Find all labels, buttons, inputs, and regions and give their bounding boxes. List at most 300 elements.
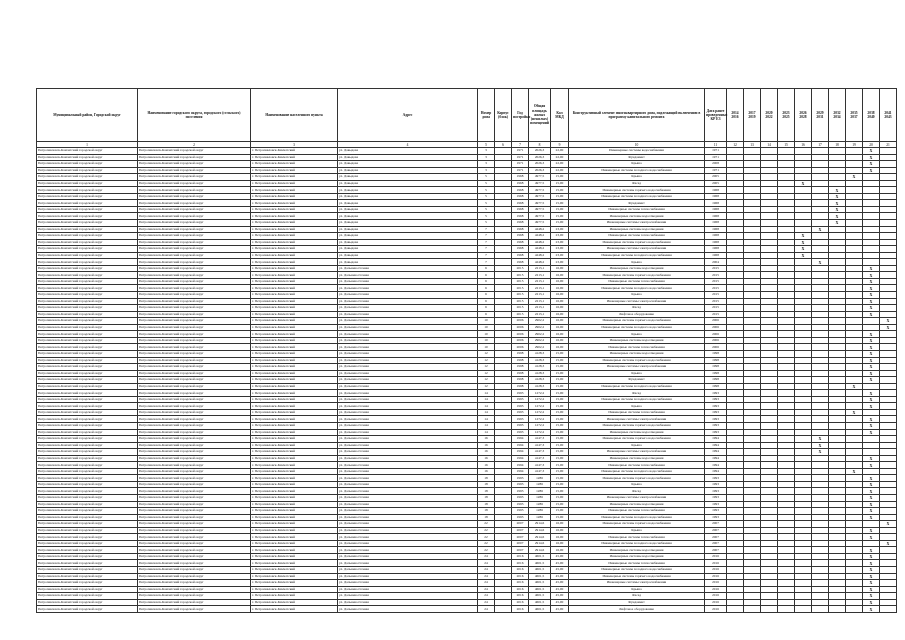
area-cell: 4128,3: [529, 383, 551, 390]
prior-repair-date-cell: 1968: [705, 226, 727, 233]
column-number: 3: [251, 142, 338, 148]
address-cell: ул. Дальневосточная: [338, 337, 478, 344]
build-year-cell: 2006: [512, 318, 529, 325]
count-cell: 16,00: [551, 331, 569, 338]
build-year-cell: 1993: [512, 429, 529, 436]
period-mark-cell: [744, 606, 761, 613]
period-mark-cell: [795, 606, 812, 613]
house-number-cell: 14: [478, 416, 495, 423]
area-cell: 4128,3: [529, 370, 551, 377]
district-cell: Петропавловск-Камчатский городской округ: [37, 606, 138, 613]
count-cell: 15,00: [551, 357, 569, 364]
locality-cell: г. Петропавловск-Камчатский: [251, 246, 338, 253]
period-mark-cell: X: [863, 298, 880, 305]
area-cell: 2213,1: [529, 278, 551, 285]
locality-cell: г. Петропавловск-Камчатский: [251, 468, 338, 475]
column-number: 10: [569, 142, 705, 148]
house-number-cell: 10: [478, 331, 495, 338]
build-year-cell: 2007: [512, 527, 529, 534]
municipality-cell: Петропавловск-Камчатский городской округ: [138, 180, 251, 187]
column-number: 9: [551, 142, 569, 148]
district-cell: Петропавловск-Камчатский городской округ: [37, 468, 138, 475]
prior-repair-date-cell: 1994: [705, 436, 727, 443]
prior-repair-date-cell: 1968: [705, 200, 727, 207]
count-cell: 15,00: [551, 396, 569, 403]
table-body: [37, 148, 897, 613]
build-year-cell: 1994: [512, 468, 529, 475]
address-cell: ул. Давыдова: [338, 246, 478, 253]
count-cell: 45,00: [551, 567, 569, 574]
house-number-cell: 22: [478, 534, 495, 541]
structural-element-cell: Инженерные системы холодного водоснабжения: [569, 324, 705, 331]
prior-repair-date-cell: 1968: [705, 252, 727, 259]
period-mark-cell: X: [863, 272, 880, 279]
period-mark-cell: X: [863, 514, 880, 521]
period-mark-cell: X: [863, 599, 880, 606]
period-mark-cell: X: [863, 285, 880, 292]
address-cell: ул. Дальневосточная: [338, 383, 478, 390]
locality-cell: г. Петропавловск-Камчатский: [251, 318, 338, 325]
locality-cell: г. Петропавловск-Камчатский: [251, 331, 338, 338]
column-header: 2038 2040: [863, 89, 880, 142]
structural-element-cell: Инженерные системы водоотведения: [569, 553, 705, 560]
area-cell: 2026,3: [529, 167, 551, 174]
count-cell: 15,00: [551, 416, 569, 423]
period-mark-cell: X: [863, 311, 880, 318]
address-cell: ул. Дальневосточная: [338, 396, 478, 403]
build-year-cell: 1998: [512, 364, 529, 371]
count-cell: 15,00: [551, 370, 569, 377]
municipality-cell: Петропавловск-Камчатский городской округ: [138, 285, 251, 292]
period-mark-cell: X: [863, 508, 880, 515]
build-year-cell: 1968: [512, 206, 529, 213]
period-mark-cell: X: [863, 547, 880, 554]
count-cell: 15,00: [551, 422, 569, 429]
address-cell: ул. Дальневосточная: [338, 311, 478, 318]
district-cell: Петропавловск-Камчатский городской округ: [37, 298, 138, 305]
count-cell: 15,00: [551, 462, 569, 469]
area-cell: 2026,3: [529, 148, 551, 155]
house-number-cell: 12: [478, 383, 495, 390]
municipality-cell: Петропавловск-Камчатский городской округ: [138, 449, 251, 456]
period-mark-cell: X: [863, 337, 880, 344]
district-cell: Петропавловск-Камчатский городской округ: [37, 154, 138, 161]
house-number-cell: 10: [478, 318, 495, 325]
structural-element-cell: Инженерные системы холодного водоснабжения: [569, 193, 705, 200]
structural-element-cell: Инженерные системы холодного водоснабжения: [569, 567, 705, 574]
build-year-cell: 1993: [512, 403, 529, 410]
structural-element-cell: Инженерные системы электроснабжения: [569, 220, 705, 227]
period-mark-cell: X: [863, 331, 880, 338]
locality-cell: г. Петропавловск-Камчатский: [251, 213, 338, 220]
period-mark-cell: X: [863, 154, 880, 161]
structural-element-cell: Крыша: [569, 442, 705, 449]
column-header: 2014 2016: [727, 89, 744, 142]
locality-cell: г. Петропавловск-Камчатский: [251, 481, 338, 488]
area-cell: 1286: [529, 481, 551, 488]
column-number: 8: [529, 142, 551, 148]
address-cell: ул. Дальневосточная: [338, 599, 478, 606]
prior-repair-date-cell: 1993: [705, 396, 727, 403]
period-mark-cell: X: [795, 252, 812, 259]
address-cell: ул. Дальневосточная: [338, 357, 478, 364]
build-year-cell: 1971: [512, 154, 529, 161]
column-header: Адрес: [338, 89, 478, 142]
build-year-cell: 2006: [512, 337, 529, 344]
municipality-cell: Петропавловск-Камчатский городской округ: [138, 220, 251, 227]
count-cell: 16,00: [551, 337, 569, 344]
municipality-cell: Петропавловск-Камчатский городской округ: [138, 508, 251, 515]
prior-repair-date-cell: 1993: [705, 416, 727, 423]
structural-element-cell: Крыша: [569, 527, 705, 534]
house-number-cell: 14: [478, 390, 495, 397]
address-cell: ул. Дальневосточная: [338, 403, 478, 410]
municipality-cell: Петропавловск-Камчатский городской округ: [138, 488, 251, 495]
period-mark-cell: X: [863, 357, 880, 364]
locality-cell: г. Петропавловск-Камчатский: [251, 278, 338, 285]
address-cell: ул. Дальневосточная: [338, 409, 478, 416]
area-cell: 2902,2: [529, 344, 551, 351]
period-mark-cell: X: [812, 442, 829, 449]
prior-repair-date-cell: 1968: [705, 193, 727, 200]
build-year-cell: 2015: [512, 278, 529, 285]
house-number-cell: 12: [478, 370, 495, 377]
locality-cell: г. Петропавловск-Камчатский: [251, 337, 338, 344]
structural-element-cell: Инженерные системы холодного водоснабжения: [569, 285, 705, 292]
count-cell: 16,00: [551, 265, 569, 272]
period-mark-cell: X: [863, 488, 880, 495]
house-number-cell: 7: [478, 259, 495, 266]
house-number-cell: 14: [478, 409, 495, 416]
column-number: 11: [705, 142, 727, 148]
period-mark-cell: X: [863, 278, 880, 285]
prior-repair-date-cell: 2004: [705, 259, 727, 266]
area-cell: 1272,2: [529, 429, 551, 436]
house-number-cell: 12: [478, 377, 495, 384]
build-year-cell: 2015: [512, 285, 529, 292]
municipality-cell: Петропавловск-Камчатский городской округ: [138, 344, 251, 351]
count-cell: 16,00: [551, 540, 569, 547]
period-mark-cell: X: [880, 318, 897, 325]
count-cell: 15,00: [551, 180, 569, 187]
locality-cell: г. Петропавловск-Камчатский: [251, 547, 338, 554]
municipality-cell: Петропавловск-Камчатский городской округ: [138, 547, 251, 554]
municipality-cell: Петропавловск-Камчатский городской округ: [138, 174, 251, 181]
prior-repair-date-cell: 1993: [705, 475, 727, 482]
district-cell: Петропавловск-Камчатский городской округ: [37, 475, 138, 482]
municipality-cell: Петропавловск-Камчатский городской округ: [138, 357, 251, 364]
structural-element-cell: Фасад: [569, 488, 705, 495]
prior-repair-date-cell: 1993: [705, 488, 727, 495]
column-number: 18: [829, 142, 846, 148]
prior-repair-date-cell: 2006: [705, 324, 727, 331]
house-number-cell: 24: [478, 586, 495, 593]
address-cell: ул. Давыдова: [338, 148, 478, 155]
address-cell: ул. Дальневосточная: [338, 278, 478, 285]
address-cell: ул. Дальневосточная: [338, 272, 478, 279]
address-cell: ул. Дальневосточная: [338, 468, 478, 475]
column-header: Кол МКД: [551, 89, 569, 142]
build-year-cell: 2015: [512, 292, 529, 299]
area-cell: 4128,3: [529, 364, 551, 371]
district-cell: Петропавловск-Камчатский городской округ: [37, 226, 138, 233]
count-cell: 15,00: [551, 429, 569, 436]
address-cell: ул. Дальневосточная: [338, 501, 478, 508]
build-year-cell: 2015: [512, 272, 529, 279]
district-cell: Петропавловск-Камчатский городской округ: [37, 422, 138, 429]
house-number-cell: 6: [478, 278, 495, 285]
area-cell: 2026,3: [529, 154, 551, 161]
count-cell: 16,00: [551, 324, 569, 331]
area-cell: 1272,2: [529, 422, 551, 429]
count-cell: 15,00: [551, 350, 569, 357]
address-cell: ул. Дальневосточная: [338, 318, 478, 325]
district-cell: Петропавловск-Камчатский городской округ: [37, 599, 138, 606]
municipality-cell: Петропавловск-Камчатский городской округ: [138, 462, 251, 469]
build-year-cell: 1968: [512, 174, 529, 181]
municipality-cell: Петропавловск-Камчатский городской округ: [138, 573, 251, 580]
district-cell: Петропавловск-Камчатский городской округ: [37, 580, 138, 587]
district-cell: Петропавловск-Камчатский городской округ: [37, 501, 138, 508]
area-cell: 4977,5: [529, 193, 551, 200]
municipality-cell: Петропавловск-Камчатский городской округ: [138, 586, 251, 593]
build-year-cell: 1994: [512, 442, 529, 449]
area-cell: 4147,3: [529, 436, 551, 443]
district-cell: Петропавловск-Камчатский городской округ: [37, 272, 138, 279]
count-cell: 16,00: [551, 527, 569, 534]
municipality-cell: Петропавловск-Камчатский городской округ: [138, 233, 251, 240]
column-header: 2017 2019: [744, 89, 761, 142]
locality-cell: г. Петропавловск-Камчатский: [251, 567, 338, 574]
structural-element-cell: Инженерные системы горячего водоснабжения: [569, 187, 705, 194]
address-cell: ул. Дальневосточная: [338, 514, 478, 521]
count-cell: 45,00: [551, 606, 569, 613]
locality-cell: г. Петропавловск-Камчатский: [251, 553, 338, 560]
locality-cell: г. Петропавловск-Камчатский: [251, 200, 338, 207]
prior-repair-date-cell: 2007: [705, 534, 727, 541]
locality-cell: г. Петропавловск-Камчатский: [251, 390, 338, 397]
build-year-cell: 1993: [512, 494, 529, 501]
structural-element-cell: Инженерные системы холодного водоснабжения: [569, 514, 705, 521]
column-header: 2029 2031: [812, 89, 829, 142]
area-cell: 1272,2: [529, 390, 551, 397]
period-mark-cell: X: [812, 449, 829, 456]
build-year-cell: 1998: [512, 377, 529, 384]
area-cell: 1272,2: [529, 409, 551, 416]
build-year-cell: 2016: [512, 593, 529, 600]
municipality-cell: Петропавловск-Камчатский городской округ: [138, 416, 251, 423]
build-year-cell: 2016: [512, 580, 529, 587]
structural-element-cell: Крыша: [569, 586, 705, 593]
build-year-cell: 1993: [512, 416, 529, 423]
structural-element-cell: Инженерные системы теплоснабжения: [569, 233, 705, 240]
house-number-cell: 3: [478, 167, 495, 174]
period-mark-cell: X: [863, 527, 880, 534]
house-number-cell: 5: [478, 220, 495, 227]
build-year-cell: 1993: [512, 481, 529, 488]
build-year-cell: 1993: [512, 475, 529, 482]
column-number: 16: [795, 142, 812, 148]
district-cell: Петропавловск-Камчатский городской округ: [37, 383, 138, 390]
house-number-cell: 18: [478, 475, 495, 482]
district-cell: Петропавловск-Камчатский городской округ: [37, 148, 138, 155]
build-year-cell: 1993: [512, 501, 529, 508]
municipality-cell: Петропавловск-Камчатский городской округ: [138, 390, 251, 397]
area-cell: 4128,3: [529, 357, 551, 364]
house-number-cell: 16: [478, 449, 495, 456]
structural-element-cell: Крыша: [569, 174, 705, 181]
period-mark-cell: X: [795, 246, 812, 253]
address-cell: ул. Дальневосточная: [338, 364, 478, 371]
district-cell: Петропавловск-Камчатский городской округ: [37, 364, 138, 371]
address-cell: ул. Дальневосточная: [338, 521, 478, 528]
area-cell: 4977,5: [529, 174, 551, 181]
period-mark-cell: X: [880, 540, 897, 547]
structural-element-cell: Инженерные системы водоотведения: [569, 455, 705, 462]
district-cell: Петропавловск-Камчатский городской округ: [37, 220, 138, 227]
prior-repair-date-cell: 1968: [705, 239, 727, 246]
period-mark-cell: X: [863, 455, 880, 462]
area-cell: 4601,5: [529, 580, 551, 587]
locality-cell: г. Петропавловск-Камчатский: [251, 239, 338, 246]
area-cell: 4248,2: [529, 252, 551, 259]
district-cell: Петропавловск-Камчатский городской округ: [37, 593, 138, 600]
period-mark-cell: X: [846, 174, 863, 181]
area-cell: 1286: [529, 508, 551, 515]
build-year-cell: 2006: [512, 331, 529, 338]
house-number-cell: 16: [478, 468, 495, 475]
address-cell: ул. Дальневосточная: [338, 547, 478, 554]
prior-repair-date-cell: 1968: [705, 246, 727, 253]
district-cell: Петропавловск-Камчатский городской округ: [37, 370, 138, 377]
district-cell: Петропавловск-Камчатский городской округ: [37, 167, 138, 174]
structural-element-cell: Фасад: [569, 305, 705, 312]
build-year-cell: 1968: [512, 213, 529, 220]
count-cell: 22,00: [551, 161, 569, 168]
prior-repair-date-cell: 1993: [705, 409, 727, 416]
locality-cell: г. Петропавловск-Камчатский: [251, 606, 338, 613]
prior-repair-date-cell: 1998: [705, 370, 727, 377]
period-mark-cell: X: [863, 350, 880, 357]
structural-element-cell: Крыша: [569, 292, 705, 299]
prior-repair-date-cell: 1994: [705, 442, 727, 449]
period-mark-cell: X: [863, 377, 880, 384]
column-header: 2026 2028: [795, 89, 812, 142]
house-number-cell: 3: [478, 154, 495, 161]
house-number-cell: 16: [478, 455, 495, 462]
district-cell: Петропавловск-Камчатский городской округ: [37, 527, 138, 534]
locality-cell: г. Петропавловск-Камчатский: [251, 174, 338, 181]
period-mark-cell: X: [880, 324, 897, 331]
house-number-cell: 22: [478, 521, 495, 528]
house-number-cell: 16: [478, 442, 495, 449]
prior-repair-date-cell: 1998: [705, 377, 727, 384]
structural-element-cell: Инженерные системы водоотведения: [569, 213, 705, 220]
table-row: [37, 606, 897, 613]
count-cell: 15,00: [551, 383, 569, 390]
address-cell: ул. Дальневосточная: [338, 344, 478, 351]
period-mark-cell: X: [863, 292, 880, 299]
build-year-cell: 1998: [512, 350, 529, 357]
district-cell: Петропавловск-Камчатский городской округ: [37, 252, 138, 259]
district-cell: Петропавловск-Камчатский городской округ: [37, 553, 138, 560]
count-cell: 15,00: [551, 409, 569, 416]
locality-cell: г. Петропавловск-Камчатский: [251, 501, 338, 508]
address-cell: ул. Дальневосточная: [338, 567, 478, 574]
address-cell: ул. Дальневосточная: [338, 580, 478, 587]
house-number-cell: 18: [478, 514, 495, 521]
prior-repair-date-cell: 2015: [705, 285, 727, 292]
district-cell: Петропавловск-Камчатский городской округ: [37, 337, 138, 344]
locality-cell: г. Петропавловск-Камчатский: [251, 187, 338, 194]
structural-element-cell: Инженерные системы горячего водоснабжения: [569, 318, 705, 325]
structural-element-cell: Инженерные системы горячего водоснабжения: [569, 422, 705, 429]
area-cell: 2213,1: [529, 298, 551, 305]
municipality-cell: Петропавловск-Камчатский городской округ: [138, 337, 251, 344]
count-cell: 45,00: [551, 553, 569, 560]
area-cell: 4248,2: [529, 226, 551, 233]
district-cell: Петропавловск-Камчатский городской округ: [37, 586, 138, 593]
house-number-cell: 16: [478, 436, 495, 443]
municipality-cell: Петропавловск-Камчатский городской округ: [138, 455, 251, 462]
prior-repair-date-cell: 1993: [705, 508, 727, 515]
locality-cell: г. Петропавловск-Камчатский: [251, 259, 338, 266]
locality-cell: г. Петропавловск-Камчатский: [251, 292, 338, 299]
prior-repair-date-cell: 2016: [705, 560, 727, 567]
column-number: 17: [812, 142, 829, 148]
area-cell: 4147,3: [529, 449, 551, 456]
district-cell: Петропавловск-Камчатский городской округ: [37, 161, 138, 168]
address-cell: ул. Давыдова: [338, 239, 478, 246]
prior-repair-date-cell: 1993: [705, 514, 727, 521]
build-year-cell: 1968: [512, 252, 529, 259]
district-cell: Петропавловск-Камчатский городской округ: [37, 311, 138, 318]
locality-cell: г. Петропавловск-Камчатский: [251, 403, 338, 410]
build-year-cell: 1998: [512, 370, 529, 377]
count-cell: 15,00: [551, 488, 569, 495]
municipality-cell: Петропавловск-Камчатский городской округ: [138, 593, 251, 600]
prior-repair-date-cell: 2006: [705, 337, 727, 344]
address-cell: ул. Давыдова: [338, 213, 478, 220]
build-year-cell: 1994: [512, 436, 529, 443]
house-number-cell: 24: [478, 567, 495, 574]
period-mark-cell: [812, 606, 829, 613]
address-cell: ул. Дальневосточная: [338, 527, 478, 534]
count-cell: 23,00: [551, 226, 569, 233]
area-cell: 2213,1: [529, 285, 551, 292]
district-cell: Петропавловск-Камчатский городской округ: [37, 481, 138, 488]
prior-repair-date-cell: 1994: [705, 455, 727, 462]
house-number-cell: 14: [478, 396, 495, 403]
period-mark-cell: X: [846, 383, 863, 390]
house-number-cell: 5: [478, 206, 495, 213]
municipality-cell: Петропавловск-Камчатский городской округ: [138, 403, 251, 410]
locality-cell: г. Петропавловск-Камчатский: [251, 436, 338, 443]
district-cell: Петропавловск-Камчатский городской округ: [37, 429, 138, 436]
municipality-cell: Петропавловск-Камчатский городской округ: [138, 422, 251, 429]
structural-element-cell: Крыша: [569, 370, 705, 377]
address-cell: ул. Дальневосточная: [338, 573, 478, 580]
prior-repair-date-cell: 1993: [705, 494, 727, 501]
district-cell: Петропавловск-Камчатский городской округ: [37, 514, 138, 521]
address-cell: ул. Дальневосточная: [338, 292, 478, 299]
municipality-cell: Петропавловск-Камчатский городской округ: [138, 252, 251, 259]
period-mark-cell: X: [863, 265, 880, 272]
period-mark-cell: X: [863, 344, 880, 351]
column-number: 19: [846, 142, 863, 148]
period-mark-cell: X: [829, 220, 846, 227]
area-cell: 2902,2: [529, 318, 551, 325]
